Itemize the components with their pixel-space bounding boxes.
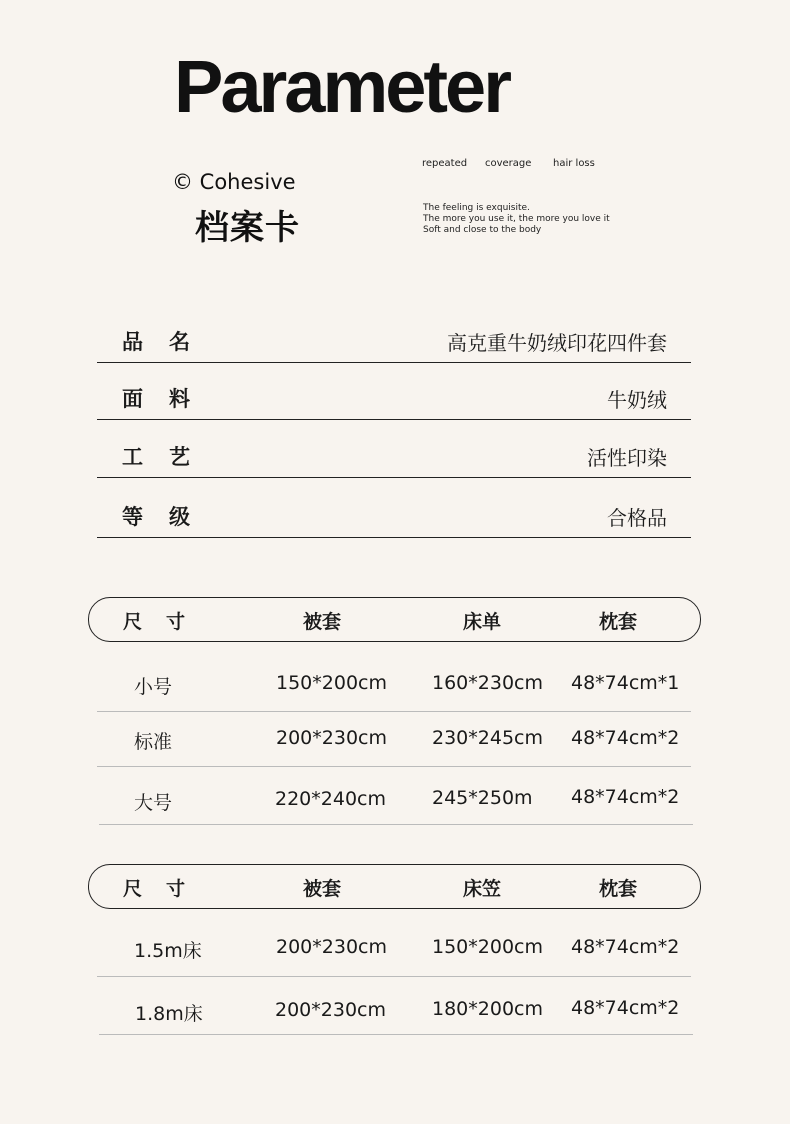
info-value: 合格品: [607, 506, 667, 530]
info-value: 高克重牛奶绒印花四件套: [447, 331, 667, 355]
brand-name: © Cohesive: [172, 170, 296, 194]
size-cell: 小号: [134, 676, 173, 698]
brand-subtitle: 档案卡: [195, 208, 300, 248]
table-row: [97, 712, 691, 767]
info-row-process: [97, 421, 691, 478]
sheet-cell: 245*250m: [432, 787, 533, 809]
fitted-sheet-cell: 150*200cm: [432, 936, 543, 958]
table-row: [99, 767, 693, 825]
duvet-cell: 150*200cm: [276, 672, 387, 694]
table1-header: [88, 597, 701, 642]
tagline-line: Soft and close to the body: [423, 225, 542, 235]
tagline-line: The feeling is exquisite.: [423, 203, 530, 213]
page-title: Parameter: [174, 45, 510, 128]
info-label: 品名: [122, 330, 216, 354]
size-cell: 标准: [134, 731, 173, 753]
table-row: [97, 657, 691, 712]
tag-repeated: repeated: [422, 158, 468, 169]
table2-header: [88, 864, 701, 909]
sheet-cell: 230*245cm: [432, 727, 543, 749]
size-cell: 1.5m床: [134, 940, 202, 962]
header-sheet: 床单: [463, 611, 502, 633]
info-value: 活性印染: [587, 446, 667, 470]
info-row-product-name: [97, 306, 691, 363]
tagline-line: The more you use it, the more you love it: [423, 214, 610, 224]
duvet-cell: 200*230cm: [276, 936, 387, 958]
table-row: [99, 977, 693, 1035]
table-row: [97, 922, 691, 977]
pillow-cell: 48*74cm*2: [571, 727, 680, 749]
duvet-cell: 220*240cm: [275, 788, 386, 810]
info-row-fabric: [97, 363, 691, 420]
tag-hair-loss: hair loss: [553, 158, 595, 169]
size-cell: 1.8m床: [135, 1003, 203, 1025]
sheet-cell: 160*230cm: [432, 672, 543, 694]
duvet-cell: 200*230cm: [276, 727, 387, 749]
header-duvet: 被套: [303, 878, 342, 900]
pillow-cell: 48*74cm*1: [571, 672, 680, 694]
pillow-cell: 48*74cm*2: [571, 786, 680, 808]
info-row-grade: [97, 481, 691, 538]
header-size: 尺寸: [123, 878, 210, 900]
info-value: 牛奶绒: [607, 388, 667, 412]
header-duvet: 被套: [303, 611, 342, 633]
tag-coverage: coverage: [485, 158, 532, 169]
info-label: 工艺: [122, 445, 216, 469]
header-pillowcase: 枕套: [599, 878, 638, 900]
info-label: 面料: [122, 387, 216, 411]
fitted-sheet-cell: 180*200cm: [432, 998, 543, 1020]
duvet-cell: 200*230cm: [275, 999, 386, 1021]
pillow-cell: 48*74cm*2: [571, 997, 680, 1019]
pillow-cell: 48*74cm*2: [571, 936, 680, 958]
info-label: 等级: [122, 505, 216, 529]
tagline: [423, 203, 610, 236]
size-cell: 大号: [134, 792, 173, 814]
header-pillowcase: 枕套: [599, 611, 638, 633]
header-size: 尺寸: [123, 611, 210, 633]
header-fitted-sheet: 床笠: [463, 878, 502, 900]
